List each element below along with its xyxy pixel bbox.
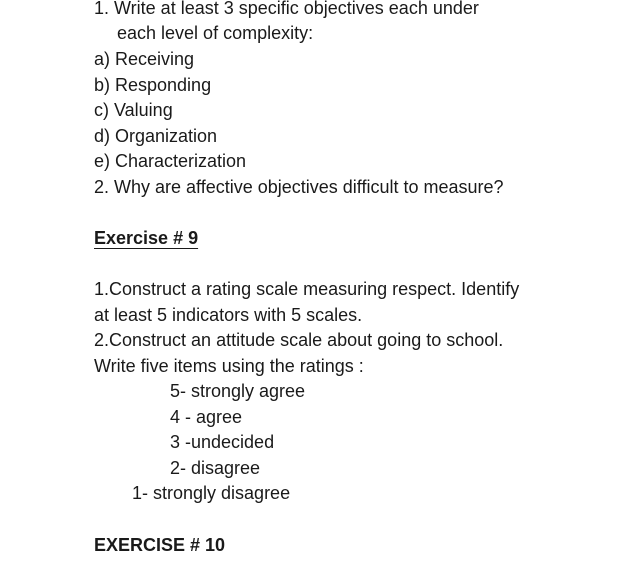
exercise-10-heading: EXERCISE # 10 bbox=[94, 535, 226, 555]
question-1-line-1: 1. Write at least 3 specific objectives each under bbox=[94, 0, 479, 18]
level-valuing: c) Valuing bbox=[94, 100, 173, 120]
question-1-line-2: each level of complexity: bbox=[117, 23, 314, 43]
rating-undecided: 3 -undecided bbox=[170, 432, 275, 452]
exercise-9-item-2-line-2: Write five items using the ratings : bbox=[94, 356, 364, 376]
rating-strongly-disagree: 1- strongly disagree bbox=[132, 483, 291, 503]
exercise-9-item-1-line-2: at least 5 indicators with 5 scales. bbox=[94, 305, 363, 325]
level-receiving: a) Receiving bbox=[94, 49, 195, 69]
question-2: 2. Why are affective objectives difficult to measure? bbox=[94, 177, 504, 197]
exercise-9-heading: Exercise # 9 bbox=[94, 228, 199, 248]
rating-disagree: 2- disagree bbox=[170, 458, 261, 478]
level-organization: d) Organization bbox=[94, 126, 218, 146]
exercise-9-item-1-line-1: 1.Construct a rating scale measuring respect. Identify bbox=[94, 279, 520, 299]
rating-agree: 4 - agree bbox=[170, 407, 243, 427]
level-characterization: e) Characterization bbox=[94, 151, 247, 171]
level-responding: b) Responding bbox=[94, 75, 212, 95]
exercise-9-item-2-line-1: 2.Construct an attitude scale about going to school. bbox=[94, 330, 504, 350]
rating-strongly-agree: 5- strongly agree bbox=[170, 381, 306, 401]
